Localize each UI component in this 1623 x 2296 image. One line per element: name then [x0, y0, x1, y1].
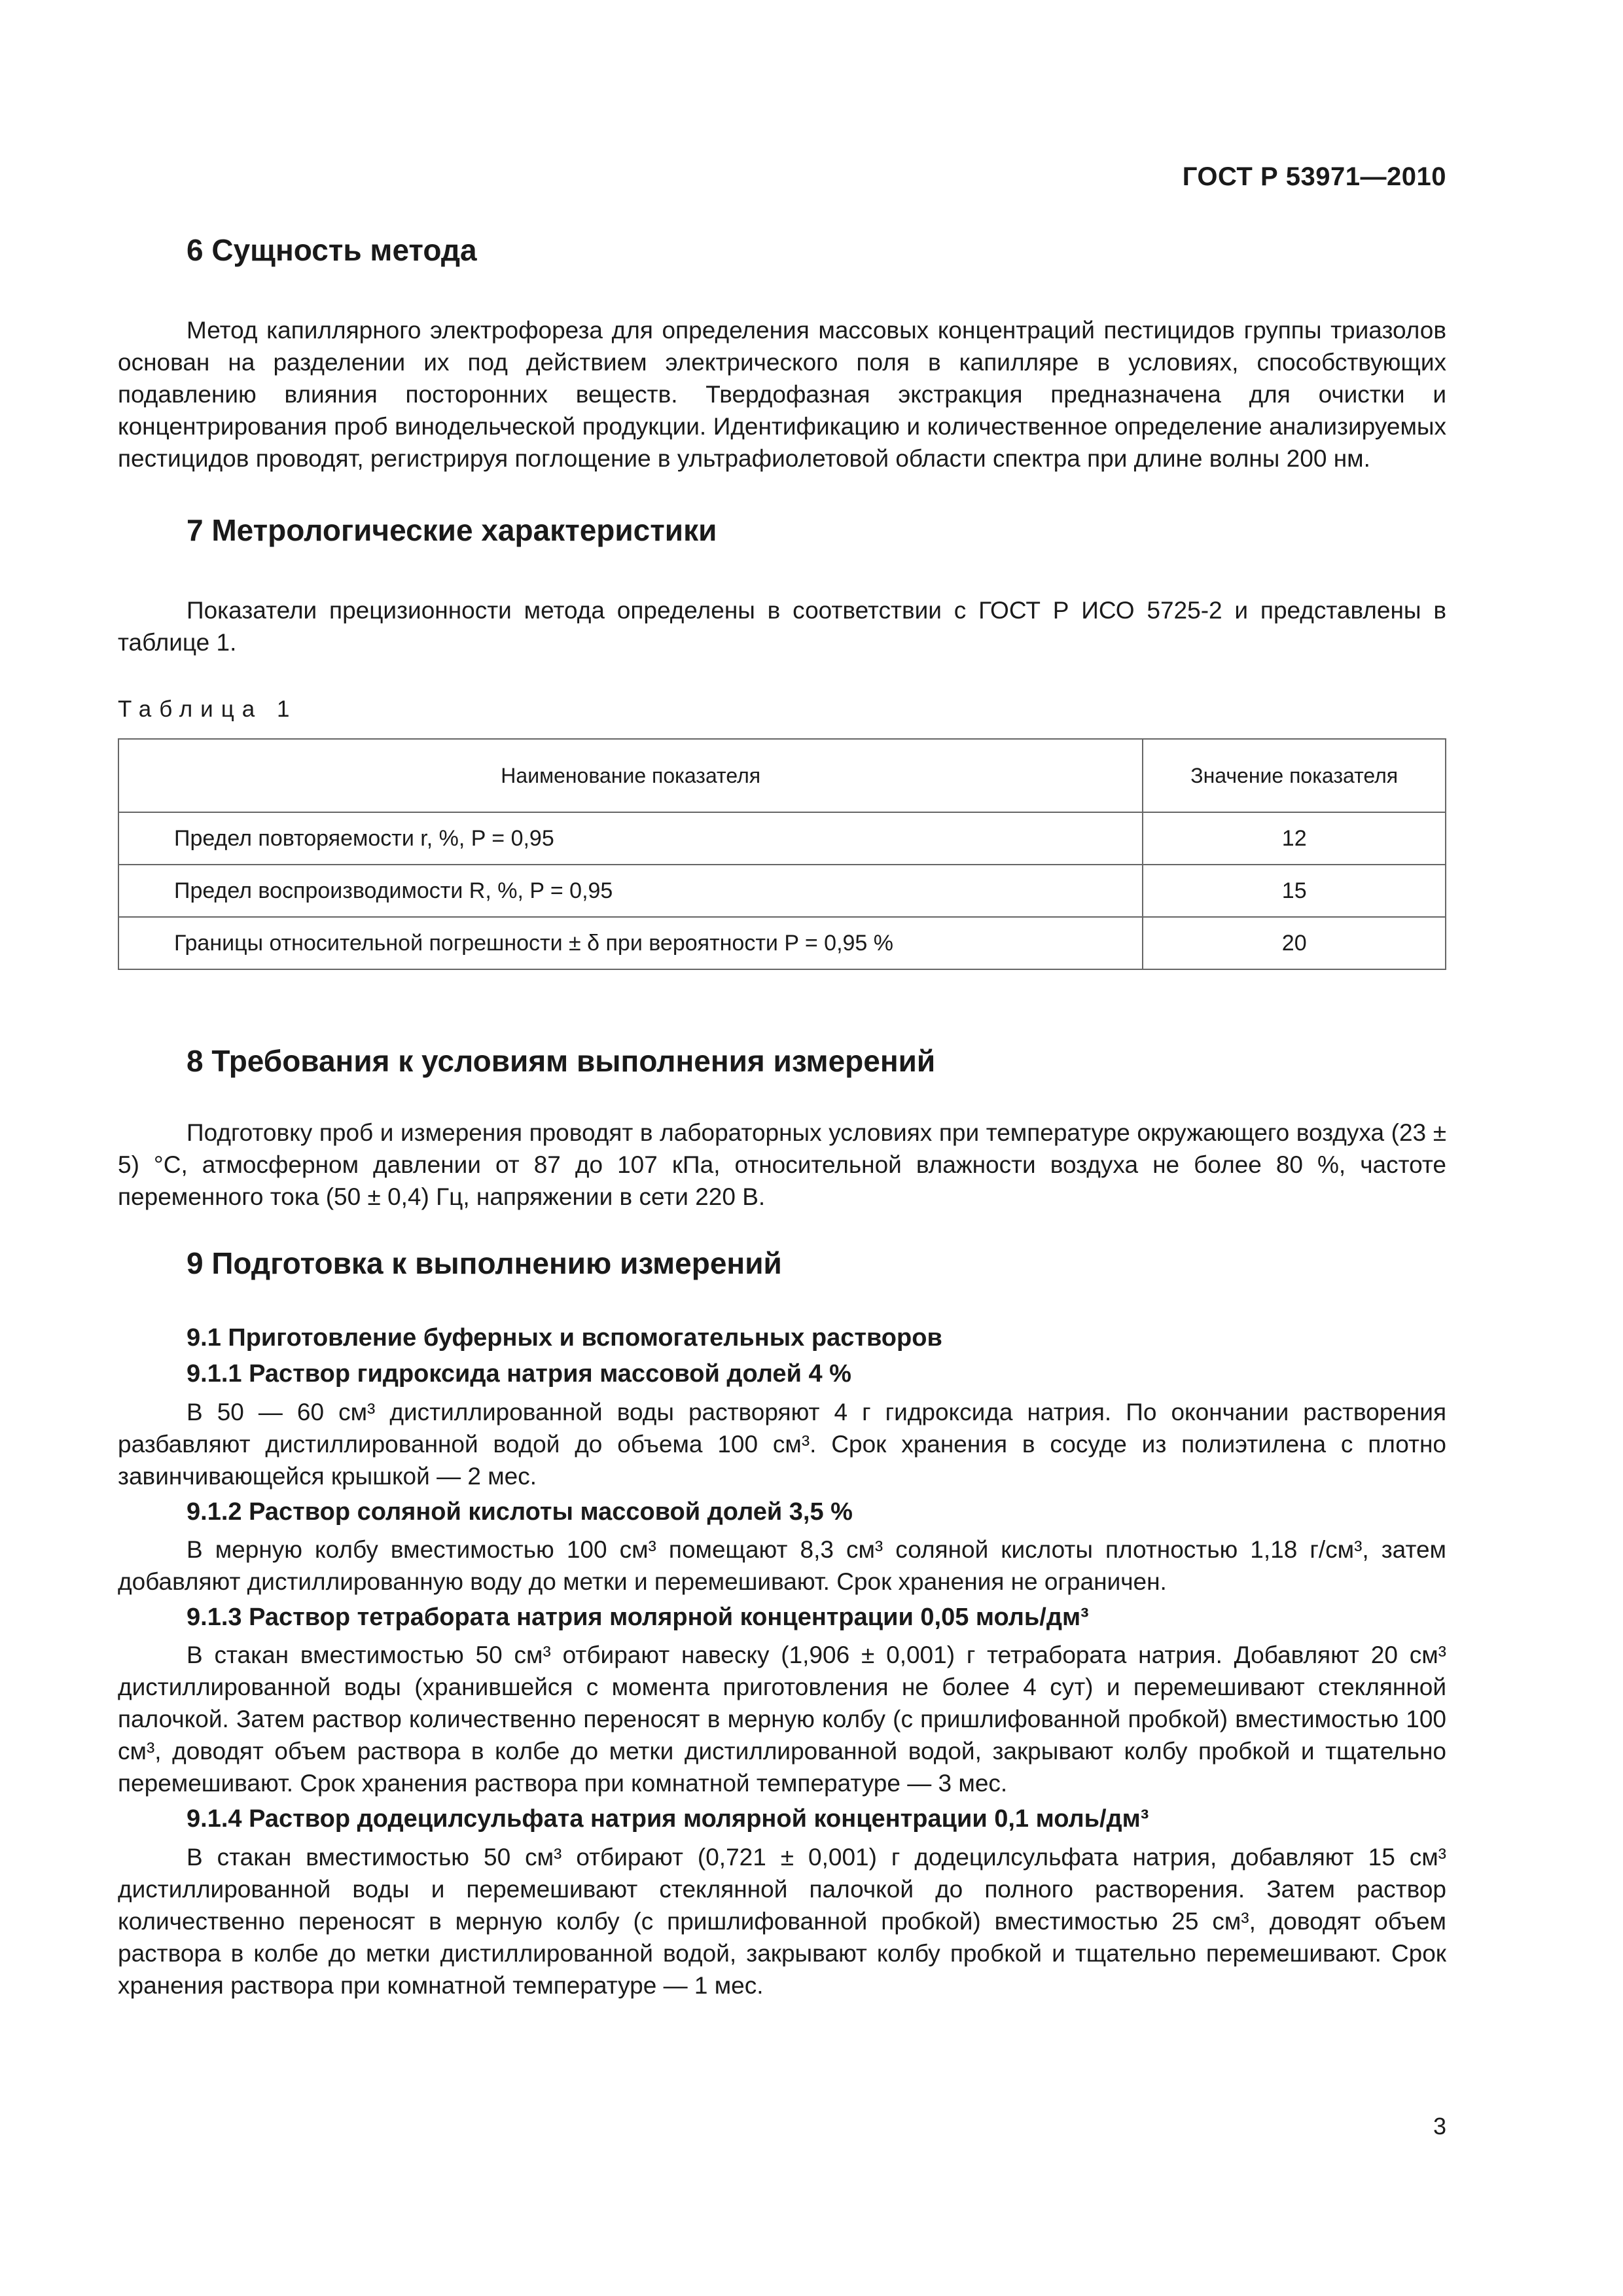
page-number: 3 [1433, 2113, 1446, 2140]
section-6-text: Метод капиллярного электрофореза для определения массовых концентраций пестицидов группы триазолов основан на разделении их под действием электрического поля в капилляре в условиях, способствующих подавлению влияния посторонних веществ. Твердофазная экстракция предназначена для очистки и концентрирования проб винодельческой продукции. Идентификацию и количественное определение анализируемых пестицидов проводят, регистрируя поглощение в ультрафиолетовой области спектра при длине волны 200 нм. [118, 317, 1446, 473]
section-6-title: 6 Сущность метода [187, 233, 477, 267]
subsection-9-1-4-title: 9.1.4 Раствор додецилсульфата натрия молярной концентрации 0,1 моль/дм³ [187, 1805, 1149, 1833]
subsection-9-1-title: 9.1 Приготовление буферных и вспомогательных растворов [187, 1323, 942, 1352]
table-cell-value: 15 [1143, 865, 1446, 917]
subsection-9-1-2-text: В мерную колбу вместимостью 100 см³ помещают 8,3 см³ соляной кислоты плотностью 1,18 г/см³, затем добавляют дистиллированную воду до метки и перемешивают. Срок хранения не ограничен. [118, 1535, 1446, 1595]
table-caption: Таблица 1 [118, 696, 298, 723]
subsection-9-1-3-title: 9.1.3 Раствор тетрабората натрия молярной концентрации 0,05 моль/дм³ [187, 1603, 1089, 1631]
table-cell-name: Границы относительной погрешности ± δ при вероятности P = 0,95 % [118, 917, 1143, 969]
subsection-9-1-1-text: В 50 — 60 см³ дистиллированной воды растворяют 4 г гидроксида натрия. По окончании растворения разбавляют дистиллированной водой до объема 100 см³. Срок хранения в сосуде из полиэтилена с плотно завинчивающейся крышкой — 2 мес. [118, 1398, 1446, 1490]
subsection-9-1-2-title: 9.1.2 Раствор соляной кислоты массовой долей 3,5 % [187, 1498, 853, 1526]
table-row [118, 812, 1446, 865]
document-id: ГОСТ Р 53971—2010 [1182, 162, 1446, 191]
section-8-text: Подготовку проб и измерения проводят в лабораторных условиях при температуре окружающего воздуха (23 ± 5) °С, атмосферном давлении от 87 до 107 кПа, относительной влажности воздуха не более 80 %, частоте переменного тока (50 ± 0,4) Гц, напряжении в сети 220 В. [118, 1119, 1446, 1210]
table-cell-value: 20 [1143, 917, 1446, 969]
table-header-value: Значение показателя [1143, 739, 1446, 812]
table-row [118, 917, 1446, 969]
table-cell-name: Предел воспроизводимости R, %, P = 0,95 [118, 865, 1143, 917]
section-9-title: 9 Подготовка к выполнению измерений [187, 1246, 782, 1280]
subsection-9-1-3-text: В стакан вместимостью 50 см³ отбирают навеску (1,906 ± 0,001) г тетрабората натрия. Добавляют 20 см³ дистиллированной воды (хранившейся с момента приготовления не более 4 сут) и перемешивают стеклянной палочкой. Затем раствор количественно переносят в мерную колбу (с пришлифованной пробкой) вместимостью 100 см³, доводят объем раствора в колбе до метки дистиллированной водой, закрывают колбу пробкой и тщательно перемешивают. Срок хранения раствора при комнатной температуре — 3 мес. [118, 1641, 1446, 1797]
document-content [118, 232, 1446, 2001]
table-header-row [118, 739, 1446, 812]
section-8-title: 8 Требования к условиям выполнения измерений [187, 1044, 936, 1079]
table-row [118, 865, 1446, 917]
table-cell-value: 12 [1143, 812, 1446, 865]
table-cell-name: Предел повторяемости r, %, P = 0,95 [118, 812, 1143, 865]
table-header-name: Наименование показателя [118, 739, 1143, 812]
section-7-text: Показатели прецизионности метода определены в соответствии с ГОСТ Р ИСО 5725-2 и представлены в таблице 1. [118, 597, 1446, 656]
subsection-9-1-4-text: В стакан вместимостью 50 см³ отбирают (0,721 ± 0,001) г додецилсульфата натрия, добавляют 15 см³ дистиллированной воды и перемешивают стеклянной палочкой до полного растворения. Затем раствор количественно переносят в мерную колбу (с пришлифованной пробкой) вместимостью 25 см³, доводят объем раствора в колбе до метки дистиллированной водой, закрывают колбу пробкой и тщательно перемешивают. Срок хранения раствора при комнатной температуре — 1 мес. [118, 1843, 1446, 1999]
subsection-9-1-1-title: 9.1.1 Раствор гидроксида натрия массовой долей 4 % [187, 1360, 851, 1388]
metrology-table [118, 738, 1446, 970]
section-7-title: 7 Метрологические характеристики [187, 513, 717, 548]
